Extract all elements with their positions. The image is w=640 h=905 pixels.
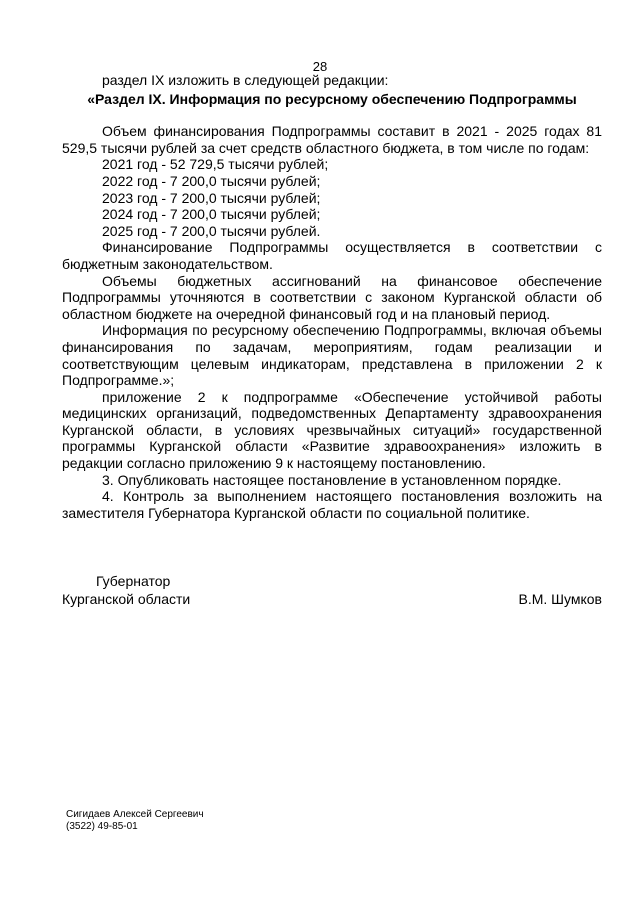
body-paragraph: 3. Опубликовать настоящее постановление в установленном порядке. (102, 471, 562, 488)
page-number: 28 (312, 59, 328, 74)
executor-name: Сигидаев Алексей Сергеевич (66, 809, 204, 820)
funding-year-line: 2023 год - 7 200,0 тысячи рублей; (102, 189, 321, 206)
intro-paragraph: раздел IX изложить в следующей редакции: (102, 72, 389, 88)
body-paragraph: Финансирование Подпрограммы осуществляется в соответствии с бюджетным законодательством. (62, 239, 602, 272)
signatory-position: Губернатор (96, 573, 171, 589)
signatory-region: Курганской области (62, 591, 191, 607)
spacer (62, 107, 602, 123)
body-paragraph: Объемы бюджетных ассигнований на финансовое обеспечение Подпрограммы уточняются в соответствии с законом Курганской области об областном бюджете на очередной финансовый год и на плановый период. (62, 272, 602, 322)
funding-year-line: 2021 год - 52 729,5 тысячи рублей; (102, 156, 329, 173)
funding-year-line: 2022 год - 7 200,0 тысячи рублей; (102, 172, 321, 189)
body-paragraph: Информация по ресурсному обеспечению Подпрограммы, включая объемы финансирования по задачам, мероприятиям, годам реализации и соответствующим целевым индикаторам, представлена в приложении 2 к Подпрограмме.»; (62, 322, 602, 389)
body-paragraph: приложение 2 к подпрограмме «Обеспечение устойчивой работы медицинских организаций, подведомственных Департаменту здравоохранения Курганской области, в условиях чрезвычайных ситуаций» государственной программы Курганской области «Развитие здравоохранения» изложить в редакции согласно приложению 9 к настоящему постановлению. (62, 388, 602, 472)
funding-year-line: 2025 год - 7 200,0 тысячи рублей. (102, 222, 321, 239)
section-title: «Раздел IX. Информация по ресурсному обеспечению Подпрограммы (87, 90, 577, 107)
funding-by-year-list (62, 156, 602, 239)
funding-year-line: 2024 год - 7 200,0 тысячи рублей; (102, 206, 321, 223)
document-body (62, 72, 602, 521)
signatory-name: В.М. Шумков (518, 591, 602, 607)
executor-phone: (3522) 49-85-01 (66, 821, 138, 832)
body-paragraph: 4. Контроль за выполнением настоящего постановления возложить на заместителя Губернатора Курганской области по социальной политике. (62, 488, 602, 521)
executor-info (66, 809, 204, 833)
funding-paragraph: Объем финансирования Подпрограммы составит в 2021 - 2025 годах 81 529,5 тысячи рублей за счет средств областного бюджета, в том числе по годам: (62, 123, 602, 156)
signature-block (62, 572, 602, 612)
